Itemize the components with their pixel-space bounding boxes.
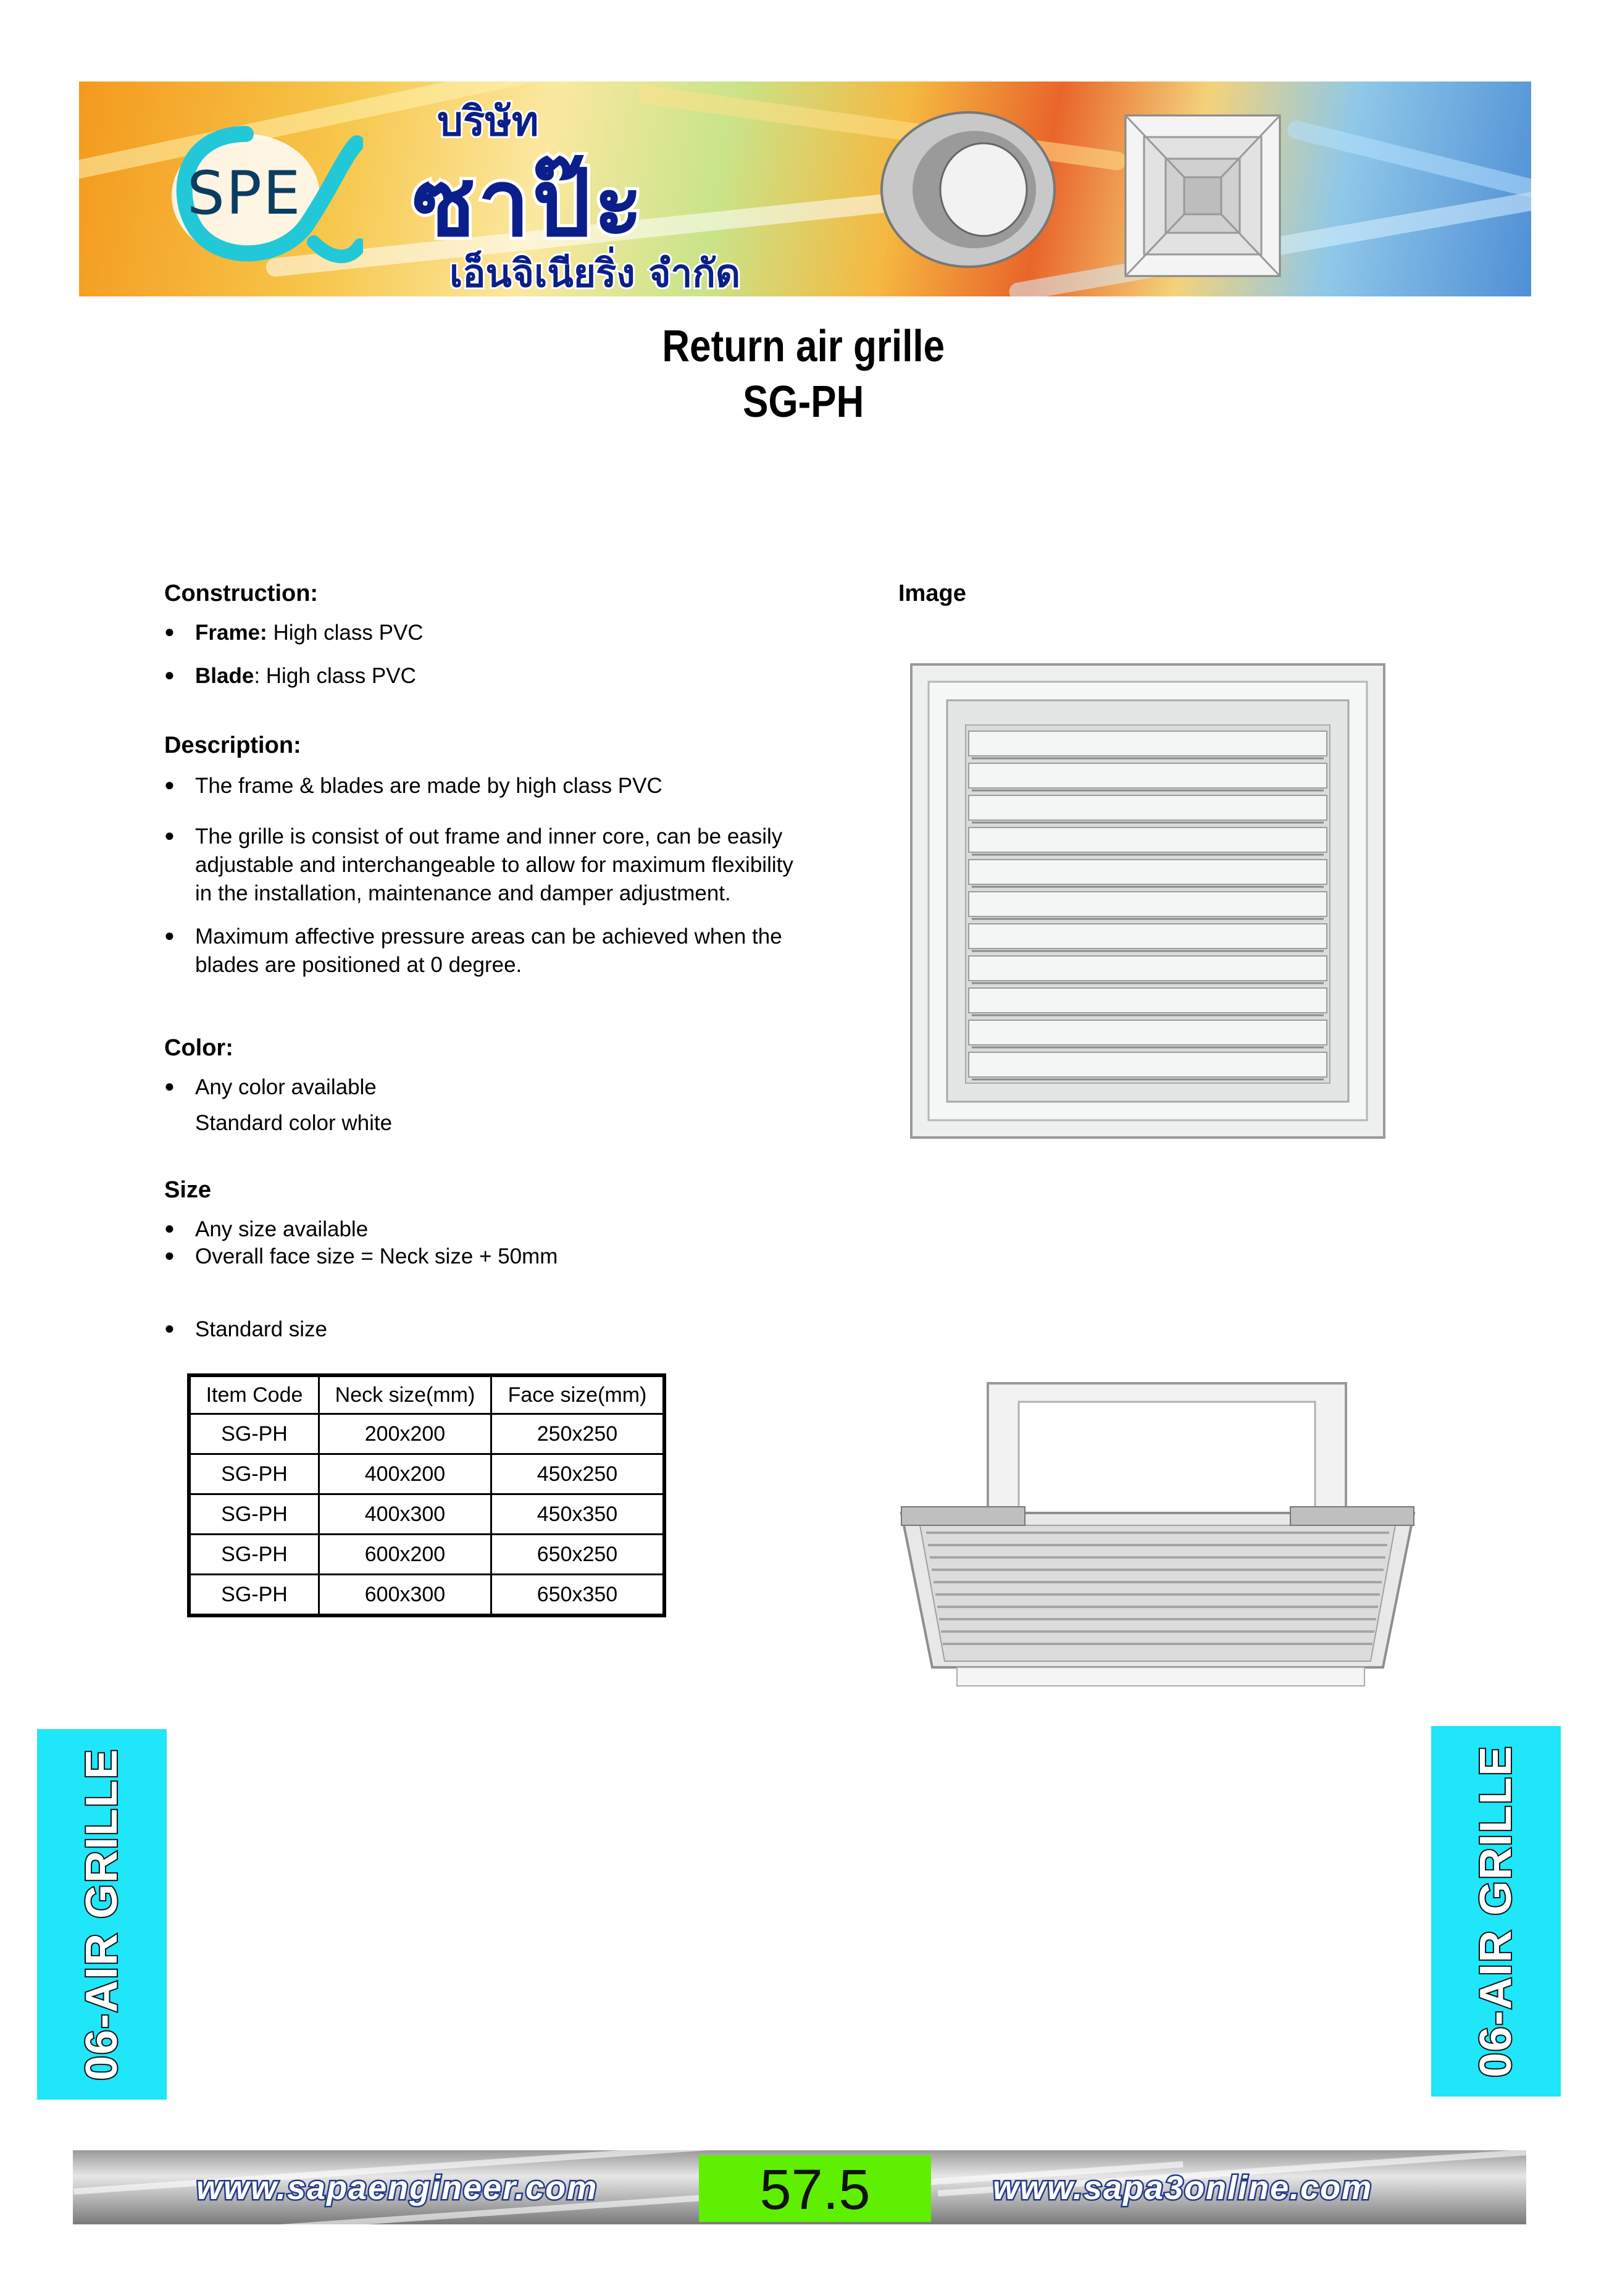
table-row	[189, 1575, 664, 1616]
table-cell: SG-PH	[189, 1414, 319, 1454]
table-row	[189, 1414, 664, 1454]
table-cell: 450x350	[491, 1494, 665, 1535]
frame-label: Frame:	[195, 621, 267, 645]
image-heading: Image	[898, 580, 966, 606]
company-name-line3: เอ็นจิเนียริ่ง จำกัด	[449, 251, 741, 296]
color-heading: Color:	[164, 1035, 233, 1061]
table-row	[189, 1535, 664, 1575]
grille-blade	[969, 924, 1327, 949]
construction-item-frame	[195, 619, 874, 647]
size-heading: Size	[164, 1177, 212, 1203]
company-name-line1: บริษัท	[437, 98, 539, 145]
column-header: Neck size(mm)	[319, 1375, 491, 1414]
table-cell: SG-PH	[189, 1535, 319, 1575]
table-cell: SG-PH	[189, 1454, 319, 1494]
table-header-row	[189, 1375, 664, 1414]
section-tab-left	[37, 1729, 167, 2100]
table-cell: 600x200	[319, 1535, 491, 1575]
description-item: ● Maximum affective pressure areas can be achieved when the blades are positioned at 0 degree.	[195, 923, 874, 979]
grille-front-view-image	[910, 663, 1385, 1139]
website-link-left[interactable]: www.sapaengineer.com	[196, 2169, 598, 2206]
table-cell: 250x250	[491, 1414, 665, 1454]
page-title: Return air grille	[662, 322, 945, 371]
company-name-line2: ซาป๊ะ	[412, 150, 646, 258]
table-cell: 400x300	[319, 1494, 491, 1535]
size-item: ● Any size available	[195, 1215, 874, 1244]
section-tab-right	[1431, 1726, 1561, 2097]
table-cell: 400x200	[319, 1454, 491, 1494]
model-code: SG-PH	[743, 377, 864, 427]
grille-isometric-view-image	[889, 1371, 1426, 1692]
column-header: Item Code	[189, 1375, 319, 1414]
blade-label: Blade	[195, 664, 254, 688]
grille-blade	[969, 795, 1327, 820]
standard-size-table	[187, 1373, 666, 1617]
table-cell: 650x250	[491, 1535, 665, 1575]
description-item: ● The grille is consist of out frame and inner core, can be easily adjustable and interchangeable to allow for maximum flexibility in the installation, maintenance and damper adjustment.	[195, 823, 874, 908]
logo-text: SPE	[187, 159, 302, 228]
table-cell: 200x200	[319, 1414, 491, 1454]
grille-blade	[969, 1020, 1327, 1045]
table-row	[189, 1494, 664, 1535]
color-note: Standard color white	[195, 1111, 393, 1135]
section-tab-label: 06-AIR GRILLE	[1471, 1745, 1521, 2078]
standard-size-label: ● Standard size	[195, 1315, 874, 1344]
square-diffuser-image	[1122, 112, 1283, 279]
grille-blade	[969, 892, 1327, 916]
column-header: Face size(mm)	[491, 1375, 665, 1414]
website-link-right[interactable]: www.sapa3online.com	[993, 2169, 1373, 2206]
page-number-box	[699, 2155, 931, 2222]
construction-item-blade	[195, 662, 874, 690]
grille-blade	[969, 731, 1327, 756]
grille-blade	[969, 988, 1327, 1013]
header-banner	[79, 82, 1531, 296]
blade-value: : High class PVC	[254, 664, 416, 688]
table-cell: 600x300	[319, 1575, 491, 1616]
table-cell: 650x350	[491, 1575, 665, 1616]
description-heading: Description:	[164, 732, 301, 758]
grille-blade	[969, 827, 1327, 852]
frame-value: High class PVC	[267, 621, 424, 645]
size-item: ● Overall face size = Neck size + 50mm	[195, 1242, 874, 1271]
table-cell: SG-PH	[189, 1575, 319, 1616]
grille-blade	[969, 860, 1327, 884]
color-item: ● Any color available	[195, 1073, 874, 1102]
description-item: ● The frame & blades are made by high class PVC	[195, 772, 874, 800]
table-row	[189, 1454, 664, 1494]
section-tab-label: 06-AIR GRILLE	[77, 1748, 127, 2081]
table-cell: SG-PH	[189, 1494, 319, 1535]
grille-blade	[969, 763, 1327, 788]
grille-blade	[969, 1052, 1327, 1077]
table-cell: 450x250	[491, 1454, 665, 1494]
page-number: 57.5	[759, 2158, 871, 2221]
round-diffuser-image	[875, 106, 1061, 273]
grille-blade	[969, 956, 1327, 981]
construction-heading: Construction:	[164, 580, 319, 606]
